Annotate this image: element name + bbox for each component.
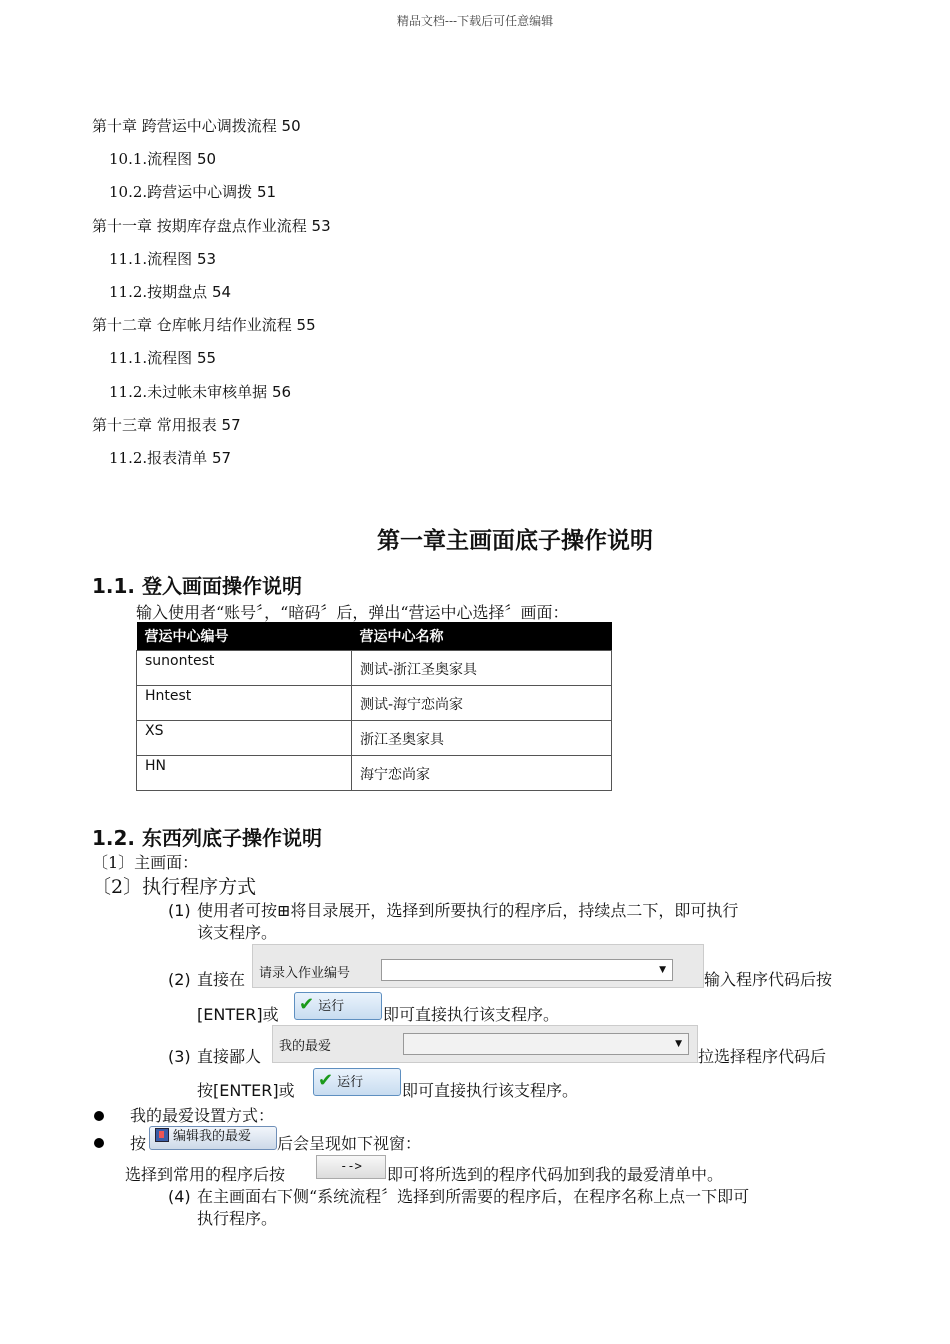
toc-entry[interactable] [92, 415, 241, 435]
step2-line2-post: 即可直接执行该支程序。 [383, 1005, 560, 1024]
chevron-down-icon: ▼ [675, 1039, 682, 1049]
job-code-label: 请录入作业编号 [259, 966, 351, 981]
step4-line1: 在主画面右下侧“系统流程〞选择到所需要的程序后，在程序名称上点一下即可 [197, 1187, 750, 1206]
page-header: 精品文档---下载后可任意编辑 [396, 14, 554, 28]
bullet2-post: 后会呈现如下视窗： [277, 1134, 422, 1153]
toc-entry-page: 53 [196, 249, 217, 268]
select-post: 即可将所选到的程序代码加到我的最爱清单中。 [387, 1165, 724, 1184]
cell-name: 测试-海宁恋尚家 [352, 686, 612, 721]
step-number: (3) [168, 1047, 191, 1066]
toc-entry[interactable] [109, 282, 231, 302]
toc-entry-page: 53 [311, 216, 331, 235]
toc-entry[interactable] [109, 249, 216, 269]
toc-entry-title: 10.2.跨营运中心调拨 [109, 183, 257, 202]
toc-entry-title: 11.1.流程图 [109, 249, 197, 268]
item-exec-method: 〔2〕执行程序方式 [92, 876, 257, 898]
toc-entry[interactable] [109, 182, 276, 202]
favorites-icon [155, 1128, 169, 1142]
col-header-code: 营运中心编号 [137, 622, 352, 651]
col-header-name: 营运中心名称 [352, 622, 612, 651]
toc-entry-page: 55 [296, 316, 316, 335]
favorites-label: 我的最爱 [279, 1039, 332, 1054]
step3-line2-pre: 按[ENTER]或 [197, 1081, 295, 1100]
operation-center-table [136, 622, 612, 791]
checkmark-icon: ✔ [318, 1070, 334, 1091]
toc-entry-page: 54 [211, 283, 232, 301]
toc-entry-title: 10.1.流程图 [109, 150, 197, 169]
section-title-1-2: 1.2. 东西列底子操作说明 [92, 826, 322, 850]
toc-entry-title: 11.2.未过帐未审核单据 [109, 382, 272, 401]
run-label: 运行 [318, 999, 345, 1014]
toc-entry[interactable] [109, 382, 291, 402]
table-row [137, 756, 612, 791]
add-arrow-button[interactable]: --> [316, 1155, 386, 1179]
cell-code: Hntest [137, 686, 352, 721]
edit-favorites-button[interactable] [149, 1126, 277, 1150]
cell-code: sunontest [137, 651, 352, 686]
select-pre: 选择到常用的程序后按 [125, 1165, 286, 1184]
toc-entry[interactable] [92, 315, 316, 335]
step1-line2: 该支程序。 [197, 923, 278, 942]
job-code-combobox[interactable] [381, 959, 673, 981]
favorites-setup: 我的最爱设置方式： [130, 1106, 275, 1125]
toc-entry-page: 51 [256, 183, 277, 202]
cell-code: HN [137, 756, 352, 791]
table-row [137, 686, 612, 721]
toc-entry-title: 第十一章 按期库存盘点作业流程 [92, 216, 312, 235]
chevron-down-icon: ▼ [659, 965, 666, 975]
run-label: 运行 [337, 1075, 364, 1090]
section-title-1-1: 1.1. 登入画面操作说明 [92, 574, 302, 598]
job-code-bar [252, 944, 704, 988]
favorites-bar [272, 1025, 698, 1063]
step-number: (1) [168, 901, 191, 920]
toc-entry-title: 第十三章 常用报表 [92, 415, 222, 434]
step1-line1: 使用者可按⊞将目录展开，选择到所要执行的程序后，持续点二下，即可执行 [197, 901, 739, 920]
toc-entry-title: 第十章 跨营运中心调拨流程 [92, 117, 282, 135]
toc-entry-title: 11.2.按期盘点 [109, 283, 212, 301]
table-row [137, 651, 612, 686]
toc-entry[interactable] [92, 216, 331, 236]
checkmark-icon: ✔ [299, 994, 315, 1015]
login-intro: 输入使用者“账号〞，“暗码〞后，弹出“营运中心选择〞画面： [136, 603, 569, 622]
run-button[interactable] [313, 1068, 401, 1096]
toc-entry[interactable] [92, 116, 301, 136]
item-main-screen: 〔1〕主画面： [92, 853, 199, 872]
toc-entry-title: 11.2.报表清单 [109, 449, 212, 467]
bullet2-pre: 按 [130, 1134, 147, 1153]
toc-entry[interactable] [109, 149, 216, 169]
bullet-icon [94, 1111, 104, 1121]
cell-name: 测试-浙江圣奥家具 [352, 651, 612, 686]
toc-entry-page: 57 [221, 415, 241, 434]
edit-favorites-label: 编辑我的最爱 [173, 1129, 252, 1144]
toc-entry-page: 57 [211, 449, 232, 467]
step3-post: 拉选择程序代码后 [698, 1047, 827, 1066]
cell-name: 海宁恋尚家 [352, 756, 612, 791]
step2-post: 输入程序代码后按 [704, 970, 833, 989]
step2-pre: 直接在 [197, 970, 246, 989]
step-number: (4) [168, 1187, 191, 1206]
toc-entry[interactable] [109, 448, 231, 468]
chapter-title: 第一章主画面底子操作说明 [377, 527, 653, 554]
step3-pre: 直接鄙人 [197, 1047, 262, 1066]
step-number: (2) [168, 970, 191, 989]
bullet-icon [94, 1138, 104, 1148]
toc-entry-page: 56 [271, 382, 292, 401]
toc-entry-page: 55 [196, 349, 217, 368]
cell-code: XS [137, 721, 352, 756]
toc-entry[interactable] [109, 348, 216, 368]
step4-line2: 执行程序。 [197, 1209, 278, 1228]
toc-entry-page: 50 [196, 150, 217, 169]
table-row [137, 721, 612, 756]
toc-entry-title: 第十二章 仓库帐月结作业流程 [92, 316, 297, 335]
step3-line2-post: 即可直接执行该支程序。 [402, 1081, 579, 1100]
step2-line2-pre: [ENTER]或 [197, 1005, 279, 1024]
toc-entry-title: 11.1.流程图 [109, 349, 197, 368]
cell-name: 浙江圣奥家具 [352, 721, 612, 756]
favorites-dropdown[interactable] [403, 1033, 689, 1055]
toc-entry-page: 50 [281, 117, 301, 135]
run-button[interactable] [294, 992, 382, 1020]
